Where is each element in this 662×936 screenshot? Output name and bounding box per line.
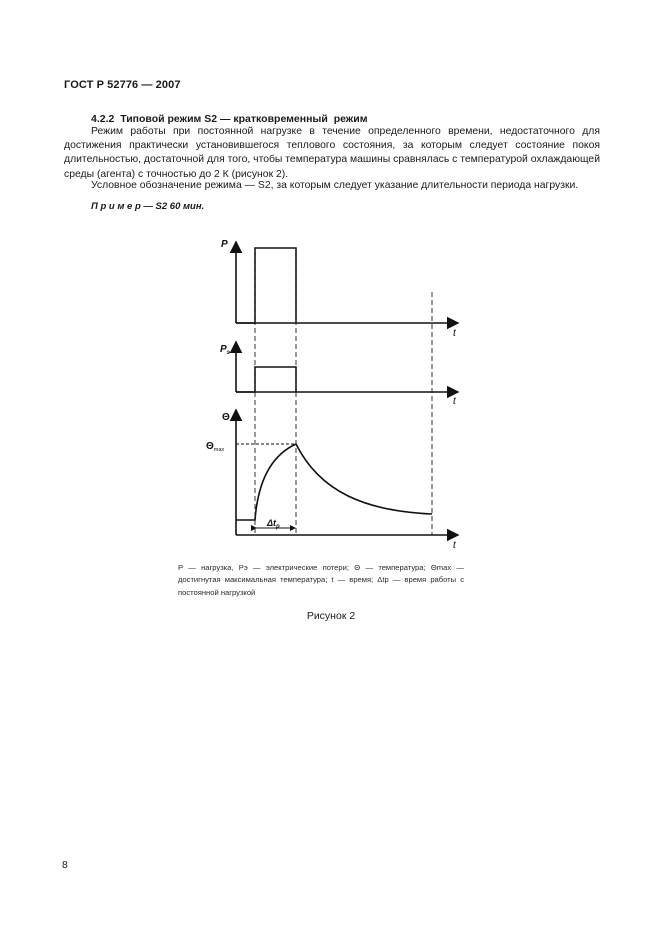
losses-pulse	[236, 367, 296, 392]
load-plot	[236, 242, 458, 323]
time-axis-label-2: t	[453, 396, 456, 407]
losses-axis-label: $P_э$	[220, 344, 230, 356]
temperature-axis-label: Θ	[222, 412, 230, 423]
load-axis-label: P	[221, 239, 228, 250]
losses-plot	[236, 342, 458, 392]
figure-legend: P — нагрузка, Pэ — электрические потери; Θ — температура; Θmax — достигнутая максимальная температура; t — время; Δtр — время работы с постоянной нагрузкой	[178, 563, 464, 597]
temperature-plot	[236, 410, 458, 535]
paragraph-description: Режим работы при постоянной нагрузке в течение определенного времени, недостаточного для достижения практически установившегося теплового состояния, за которым следует состояние покоя длительностью, достаточной для того, чтобы температура машины сравнялась с температурой охлаждающей среды (агента) с точностью до 2 К (рисунок 2).	[64, 126, 601, 180]
paragraph-designation: Условное обозначение режима — S2, за которым следует указание длительности периода нагрузки.	[91, 180, 579, 191]
dt-label: $\Delta t_p$	[267, 518, 280, 530]
theta-max-label: $\Theta_{max}$	[206, 441, 225, 453]
time-axis-label-1: t	[453, 328, 456, 339]
document-header: ГОСТ Р 52776 — 2007	[64, 79, 181, 91]
example-note: П р и м е р — S2 60 мин.	[91, 201, 205, 212]
duty-cycle-diagram	[200, 230, 470, 560]
time-axis-label-3: t	[453, 540, 456, 551]
page-number: 8	[62, 859, 68, 871]
figure-title: Рисунок 2	[306, 610, 356, 622]
load-pulse	[236, 248, 296, 323]
temperature-curve	[236, 444, 432, 520]
section-heading: 4.2.2 Типовой режим S2 — кратковременный режим	[91, 113, 368, 125]
